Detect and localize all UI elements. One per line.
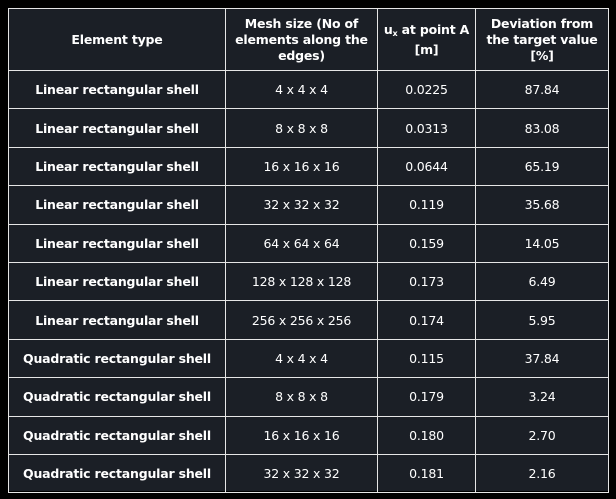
table-row [9, 147, 609, 185]
table-row [9, 416, 609, 454]
cell-ux: 0.174 [378, 301, 476, 339]
cell-element-type: Linear rectangular shell [9, 224, 226, 262]
cell-deviation: 87.84 [476, 71, 609, 109]
cell-element-type: Linear rectangular shell [9, 109, 226, 147]
cell-deviation: 37.84 [476, 339, 609, 377]
cell-ux: 0.0313 [378, 109, 476, 147]
cell-element-type: Linear rectangular shell [9, 262, 226, 300]
table-row [9, 378, 609, 416]
table-row [9, 301, 609, 339]
header-mesh-size: Mesh size (No of elements along the edges) [226, 9, 378, 71]
header-ux-symbol: u [383, 21, 393, 37]
cell-ux: 0.173 [378, 262, 476, 300]
cell-element-type: Linear rectangular shell [9, 147, 226, 185]
cell-element-type: Quadratic rectangular shell [9, 339, 226, 377]
cell-ux: 0.119 [378, 186, 476, 224]
cell-ux: 0.181 [378, 454, 476, 492]
cell-element-type: Linear rectangular shell [9, 301, 226, 339]
cell-deviation: 3.24 [476, 378, 609, 416]
table-row [9, 224, 609, 262]
cell-mesh-size: 8 x 8 x 8 [226, 109, 378, 147]
cell-deviation: 2.70 [476, 416, 609, 454]
cell-mesh-size: 128 x 128 x 128 [226, 262, 378, 300]
cell-mesh-size: 32 x 32 x 32 [226, 186, 378, 224]
table-row [9, 186, 609, 224]
cell-mesh-size: 32 x 32 x 32 [226, 454, 378, 492]
cell-mesh-size: 256 x 256 x 256 [226, 301, 378, 339]
table-row [9, 71, 609, 109]
cell-ux: 0.115 [378, 339, 476, 377]
cell-ux: 0.159 [378, 224, 476, 262]
table-row [9, 109, 609, 147]
cell-element-type: Quadratic rectangular shell [9, 416, 226, 454]
cell-deviation: 14.05 [476, 224, 609, 262]
cell-deviation: 83.08 [476, 109, 609, 147]
cell-mesh-size: 4 x 4 x 4 [226, 339, 378, 377]
header-ux-subscript: x [392, 28, 398, 38]
header-row [9, 9, 609, 71]
header-deviation: Deviation from the target value [%] [476, 9, 609, 71]
cell-element-type: Linear rectangular shell [9, 71, 226, 109]
cell-element-type: Quadratic rectangular shell [9, 454, 226, 492]
cell-deviation: 5.95 [476, 301, 609, 339]
cell-deviation: 35.68 [476, 186, 609, 224]
cell-ux: 0.180 [378, 416, 476, 454]
cell-mesh-size: 16 x 16 x 16 [226, 416, 378, 454]
cell-deviation: 6.49 [476, 262, 609, 300]
table-container [8, 8, 608, 491]
table-row [9, 339, 609, 377]
table-row [9, 454, 609, 492]
cell-deviation: 2.16 [476, 454, 609, 492]
cell-ux: 0.0644 [378, 147, 476, 185]
cell-element-type: Linear rectangular shell [9, 186, 226, 224]
header-element-type: Element type [9, 9, 226, 71]
header-ux [378, 9, 476, 71]
cell-mesh-size: 64 x 64 x 64 [226, 224, 378, 262]
cell-mesh-size: 16 x 16 x 16 [226, 147, 378, 185]
cell-deviation: 65.19 [476, 147, 609, 185]
header-ux-rest: at point A [m] [397, 21, 470, 57]
cell-element-type: Quadratic rectangular shell [9, 378, 226, 416]
cell-mesh-size: 4 x 4 x 4 [226, 71, 378, 109]
results-table [8, 8, 609, 493]
cell-ux: 0.179 [378, 378, 476, 416]
table-row [9, 262, 609, 300]
cell-ux: 0.0225 [378, 71, 476, 109]
cell-mesh-size: 8 x 8 x 8 [226, 378, 378, 416]
